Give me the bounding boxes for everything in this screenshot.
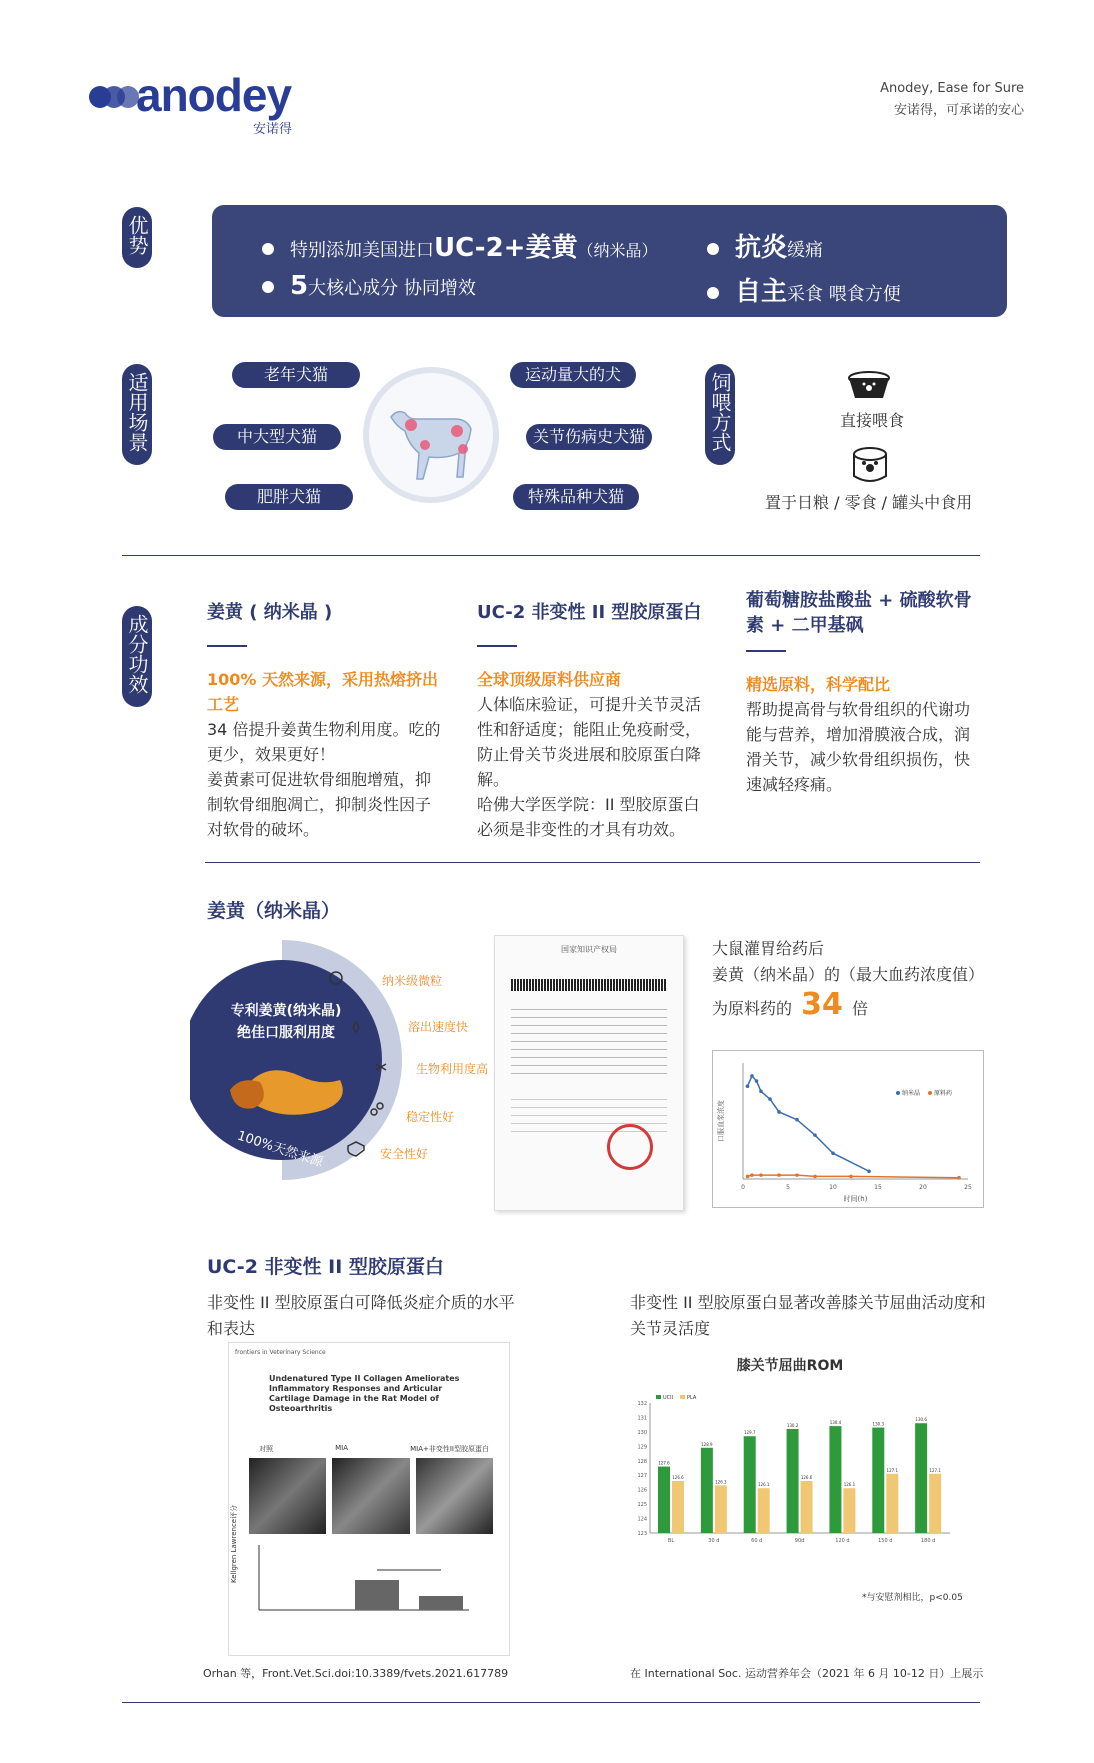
rom-x-tick: 120 d (835, 1538, 850, 1544)
dog-joint-illustration (363, 367, 499, 503)
kl-ylabel: Kellgren Lawrence评分 (230, 1504, 238, 1583)
rom-x-tick: 150 d (878, 1538, 893, 1544)
rom-bar (929, 1474, 941, 1533)
feed-mix-label: 置于日粮 / 零食 / 罐头中食用 (765, 493, 973, 512)
feature-label: 稳定性好 (406, 1110, 455, 1124)
left-citation: Orhan 等，Front.Vet.Sci.doi:10.3389/fvets.2021.617789 (203, 1667, 509, 1680)
rom-y-tick: 132 (637, 1401, 647, 1407)
rom-bar (872, 1428, 884, 1533)
rom-bar (915, 1423, 927, 1533)
ingredient-subtitle: 精选原料，科学配比 (746, 675, 891, 694)
feed-direct-label: 直接喂食 (840, 411, 905, 430)
ingredient-title: UC-2 非变性 II 型胶原蛋白 (477, 602, 702, 623)
ingredient-subtitle: 100% 天然来源，采用热熔挤出工艺 (207, 670, 439, 714)
pk-point (957, 1176, 961, 1180)
scenario-pill-active: 运动量大的犬 (510, 362, 636, 388)
pk-point (759, 1173, 763, 1177)
turmeric-heading: 姜黄（纳米晶） (207, 900, 341, 922)
pk-point (813, 1175, 817, 1179)
pk-x-label: 时间(h) (843, 1195, 868, 1203)
rom-bar (701, 1448, 713, 1533)
uc2-left-desc: 非变性 II 型胶原蛋白可降低炎症介质的水平和表达 (207, 1293, 515, 1338)
xray-images (249, 1458, 493, 1534)
rom-bar (658, 1467, 670, 1533)
advantage-item-2: 抗炎 缓痛 (707, 227, 823, 264)
rom-bar-value: 127.1 (929, 1467, 941, 1473)
ingredient-body: 人体临床验证，可提升关节灵活性和舒适度；能阻止免疫耐受，防止骨关节炎进展和胶原蛋白降解。 (477, 695, 702, 789)
rom-bar-value: 126.1 (757, 1482, 770, 1488)
ingredient-title: 葡萄糖胺盐酸盐 + 硫酸软骨素 + 二甲基砜 (746, 590, 972, 636)
rom-bar-value: 126.6 (800, 1475, 813, 1480)
rom-y-tick: 131 (637, 1415, 647, 1422)
rom-chart (630, 1355, 970, 1625)
advantage-item-1: 特别添加美国进口 UC-2+姜黄 （纳米晶） (262, 227, 657, 264)
section-tag-scenario: 适用场景 (122, 364, 152, 465)
pk-point (795, 1173, 799, 1177)
advantage-item-3: 5 大核心成分 协同增效 (262, 271, 476, 301)
rom-bar-value: 130.6 (915, 1417, 927, 1423)
ingredient-body: 哈佛大学医学院：II 型胶原蛋白必须是非变性的才具有功效。 (477, 795, 700, 839)
ingredient-rule (207, 645, 247, 647)
rom-bar-value: 130.4 (829, 1420, 842, 1426)
rom-x-tick: 180 d (920, 1538, 936, 1544)
rom-bar-value: 127.1 (886, 1467, 899, 1473)
xray-image (332, 1458, 409, 1534)
pk-x-tick: 0 (741, 1184, 745, 1191)
rom-y-tick: 124 (637, 1516, 647, 1523)
divider-3 (122, 1702, 980, 1703)
divider-2 (205, 862, 980, 863)
uc2-right-desc: 非变性 II 型胶原蛋白显著改善膝关节屈曲活动度和关节灵活度 (630, 1293, 986, 1338)
pk-x-tick: 10 (829, 1184, 837, 1191)
turmeric-circle-graphic (190, 940, 490, 1180)
paper-journal: frontiers in Veterinary Science (235, 1349, 326, 1356)
pk-point (813, 1133, 817, 1137)
tagline (880, 78, 1024, 122)
natural-source-text: 100%天然来源 (235, 1128, 325, 1171)
pk-point (750, 1173, 754, 1177)
rom-bar-value: 126.1 (843, 1482, 856, 1488)
xray-label: 对照 (259, 1445, 273, 1453)
pk-point (759, 1090, 763, 1094)
circle-line-1: 专利姜黄(纳米晶) (230, 1003, 342, 1019)
rom-bar (829, 1426, 841, 1533)
brand-name-cn: 安诺得 (253, 122, 293, 137)
paper-title: Undenatured Type II Collagen Ameliorates Inflammatory Responses and Articular Cartilage Damage in the Rat Model of Osteoarthritis (269, 1374, 460, 1413)
xray-labels (259, 1444, 489, 1454)
rom-bar-value: 129.7 (743, 1430, 756, 1436)
rom-y-tick: 127 (637, 1473, 647, 1480)
tagline-cn: 安诺得，可承诺的安心 (893, 103, 1024, 118)
study-line-1: 大鼠灌胃给药后 (712, 939, 825, 958)
ingredient-col-2 (477, 600, 715, 842)
pk-point (795, 1118, 799, 1122)
xray-label: MIA (335, 1444, 348, 1452)
ingredient-rule (746, 650, 786, 652)
ingredient-title: 姜黄 ( 纳米晶 ) (207, 602, 333, 623)
pk-x-tick: 5 (786, 1184, 790, 1191)
rom-bar-value: 128.9 (701, 1441, 713, 1447)
pk-point (746, 1084, 750, 1088)
advantage-item-4: 自主 采食 喂食方便 (707, 271, 901, 308)
scenario-pill-large: 中大型犬猫 (213, 424, 341, 450)
can-icon (850, 446, 890, 488)
rom-y-tick: 123 (637, 1531, 647, 1537)
rom-bar (715, 1485, 727, 1533)
brand-name: anodey (136, 69, 292, 121)
feature-label: 纳米级微粒 (382, 974, 443, 988)
ingredient-body: 34 倍提升姜黄生物利用度。吃的更少，效果更好！ (207, 720, 441, 764)
pk-point (750, 1074, 754, 1078)
rom-x-tick: 30 d (708, 1538, 720, 1544)
scenario-pill-injury: 关节伤病史犬猫 (526, 424, 652, 450)
section-tag-advantage: 优势 (122, 207, 152, 268)
kl-bar (355, 1580, 399, 1610)
rom-bar (744, 1436, 756, 1533)
ingredient-subtitle: 全球顶级原料供应商 (477, 670, 622, 689)
study-text (712, 936, 984, 1022)
pk-legend-label: 纳米晶 (902, 1090, 921, 1097)
rom-bar-value: 126.3 (715, 1479, 727, 1485)
rom-y-tick: 125 (637, 1502, 647, 1509)
rom-chart-svg (630, 1383, 970, 1613)
rom-y-tick: 126 (637, 1487, 647, 1494)
patent-title: 国家知识产权局 (561, 945, 617, 954)
rom-legend-marker (680, 1395, 685, 1399)
patent-certificate-image (494, 935, 684, 1211)
advantage-box (212, 205, 1007, 317)
ingredient-col-1 (207, 600, 445, 842)
pk-chart-svg (713, 1051, 983, 1207)
scenario-pill-senior: 老年犬猫 (232, 362, 360, 388)
pk-point (746, 1175, 750, 1179)
rom-bar (886, 1474, 898, 1533)
paper-figure (228, 1342, 510, 1656)
rom-bar-value: 127.6 (658, 1460, 670, 1466)
rom-x-tick: 90d (794, 1538, 805, 1544)
feature-label: 生物利用度高 (416, 1062, 489, 1076)
rom-bar-value: 130.2 (786, 1423, 799, 1428)
pk-point (831, 1151, 835, 1155)
rom-bar (787, 1429, 799, 1533)
study-multiplier: 34 (801, 987, 843, 1022)
kl-bar (419, 1596, 463, 1610)
uc2-heading: UC-2 非变性 II 型胶原蛋白 (207, 1256, 444, 1278)
circle-line-2: 绝佳口服利用度 (237, 1025, 335, 1041)
xray-image (249, 1458, 326, 1534)
xray-label: MIA+非变性II型胶原蛋白 (410, 1445, 489, 1453)
study-line-3: 为原料药的 34 倍 (712, 987, 868, 1022)
pk-x-tick: 25 (964, 1184, 972, 1191)
rom-y-tick: 129 (637, 1444, 647, 1451)
rom-bar (672, 1481, 684, 1533)
rom-bar (801, 1481, 813, 1533)
pk-point (777, 1173, 781, 1177)
rom-x-tick: BL (667, 1538, 675, 1544)
pk-legend-marker (928, 1091, 932, 1095)
study-line-2: 姜黄（纳米晶）的（最大血药浓度值） (712, 965, 985, 984)
rom-y-tick: 130 (637, 1429, 647, 1436)
rom-bar-value: 130.3 (872, 1421, 885, 1427)
ingredient-body: 帮助提高骨与软骨组织的代谢功能与营养，增加滑膜液合成，润滑关节，减少软骨组织损伤，快速减轻疼痛。 (746, 700, 971, 794)
rom-legend-label: PLA (687, 1395, 697, 1401)
section-tag-efficacy: 成分功效 (122, 606, 152, 707)
ingredient-col-3 (746, 588, 984, 797)
pk-legend-marker (896, 1091, 900, 1095)
rom-bar (843, 1488, 855, 1533)
pk-x-tick: 20 (919, 1184, 927, 1191)
scenario-pill-obese: 肥胖犬猫 (225, 484, 353, 510)
tagline-en: Anodey, Ease for Sure (880, 81, 1024, 96)
rom-legend-marker (656, 1395, 661, 1399)
divider-1 (122, 555, 980, 556)
pk-chart (712, 1050, 984, 1208)
turmeric-circle-text (226, 1000, 346, 1044)
xray-image (416, 1458, 493, 1534)
section-tag-feeding: 饲喂方式 (705, 364, 735, 465)
pk-series-line (748, 1076, 870, 1171)
dog-skeleton-icon (369, 373, 493, 497)
pk-point (755, 1079, 759, 1083)
rom-bar-value: 126.6 (672, 1475, 684, 1480)
ingredient-body: 姜黄素可促进软骨细胞增殖，抑制软骨细胞凋亡，抑制炎性因子对软骨的破坏。 (207, 770, 432, 839)
pk-legend-label: 原料药 (934, 1090, 953, 1097)
pk-point (867, 1169, 871, 1173)
pk-y-label: 口服血浆浓度 (717, 1100, 725, 1142)
right-citation: 在 International Soc. 运动营养年会（2021 年 6 月 10-12 日）上展示 (630, 1667, 984, 1680)
rom-chart-title: 膝关节屈曲ROM (736, 1358, 844, 1374)
feature-label: 溶出速度快 (408, 1020, 469, 1034)
rom-annotation: *与安慰剂相比，p<0.05 (862, 1593, 963, 1603)
rom-bar (758, 1488, 770, 1533)
red-seal-icon (607, 1124, 653, 1170)
rom-x-tick: 60 d (751, 1538, 763, 1544)
ingredient-rule (477, 645, 517, 647)
pk-point (777, 1110, 781, 1114)
feature-label: 安全性好 (380, 1147, 429, 1161)
pk-point (849, 1175, 853, 1179)
scenario-pill-breed: 特殊品种犬猫 (513, 484, 639, 510)
rom-legend-label: UCII (663, 1395, 674, 1401)
pk-point (768, 1097, 772, 1101)
bowl-icon (845, 368, 893, 406)
pk-x-tick: 15 (874, 1184, 882, 1191)
kl-score-chart (229, 1540, 509, 1630)
rom-y-tick: 128 (637, 1458, 647, 1465)
